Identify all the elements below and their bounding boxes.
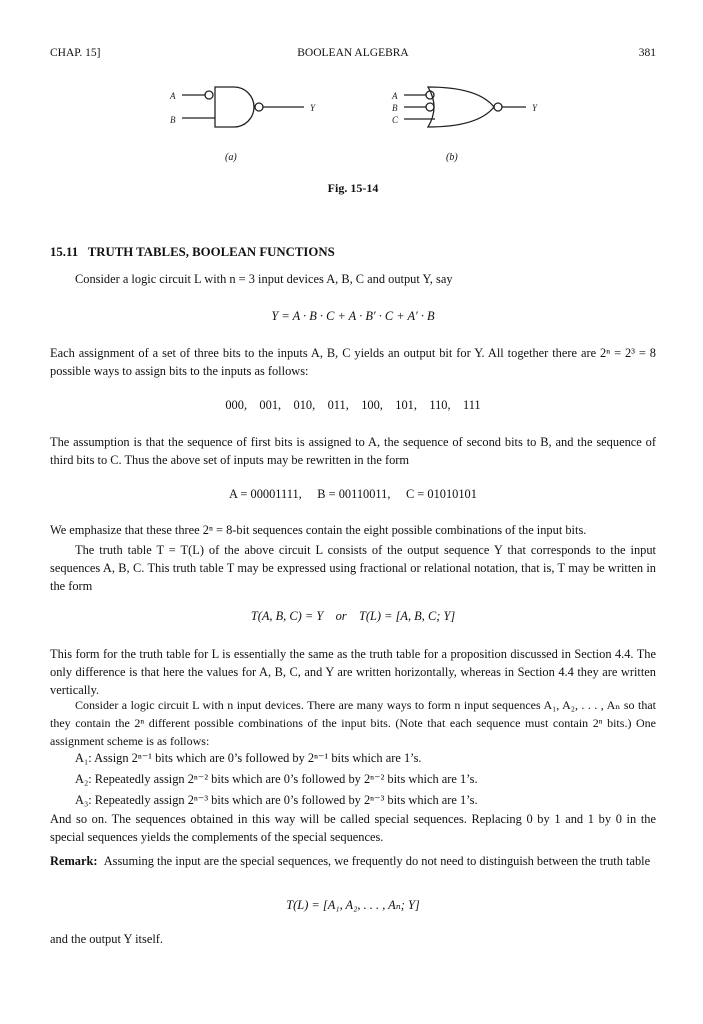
equation-truth-table: T(A, B, C) = Y or T(L) = [A, B, C; Y] bbox=[250, 609, 456, 623]
header-page-number: 381 bbox=[638, 47, 656, 59]
gate-b-nor bbox=[404, 87, 526, 127]
gate-a-input-b-label: B bbox=[170, 115, 176, 125]
gate-b-input-c-label: C bbox=[392, 115, 399, 125]
paragraph-remark bbox=[50, 852, 656, 870]
assignment-a1: A₁: Assign 2ⁿ⁻¹ bits which are 0’s followed by 2ⁿ⁻¹ bits which are 1’s. bbox=[75, 751, 422, 765]
paragraph-section-4-4: This form for the truth table for L is essentially the same as the truth table for a proposition discussed in Section 4.4. The only difference is that here the values for A, B, C, and Y are written horizontally, whereas in Section 4.4 they are written vertically. bbox=[50, 647, 656, 697]
paragraph-special-sequences: And so on. The sequences obtained in this way will be called special sequences. Replacing 0 by 1 and 1 by 0 in the special sequences yields the complements of the special sequences. bbox=[50, 812, 656, 844]
gate-a-nand bbox=[182, 87, 304, 127]
paragraph-intro: Consider a logic circuit L with n = 3 input devices A, B, C and output Y, say bbox=[75, 272, 453, 286]
paragraph-assumption: The assumption is that the sequence of first bits is assigned to A, the sequence of second bits to B, and the sequence of third bits to C. Thus the above set of inputs may be rewritten in the form bbox=[50, 435, 656, 467]
gate-b-output-label: Y bbox=[532, 103, 538, 113]
gate-a-output-label: Y bbox=[310, 103, 316, 113]
figure-logic-gates bbox=[160, 82, 560, 172]
header-title: BOOLEAN ALGEBRA bbox=[297, 47, 409, 59]
header-chapter: CHAP. 15] bbox=[50, 47, 101, 59]
gate-b-input-a-label: A bbox=[392, 91, 398, 101]
figure-a-label: (a) bbox=[225, 152, 237, 163]
paragraph-output-itself: and the output Y itself. bbox=[50, 932, 163, 946]
equation-special-truth-table: T(L) = [A₁, A₂, . . . , Aₙ; Y] bbox=[286, 898, 420, 912]
equation-y: Y = A · B · C + A · B′ · C + A′ · B bbox=[271, 309, 435, 323]
paragraph-assignments: Each assignment of a set of three bits to the inputs A, B, C yields an output bit for Y. All together there are 2ⁿ = 2³ = 8 possible ways to assign bits to the inputs as follows: bbox=[50, 346, 656, 378]
paragraph-truth-table: The truth table T = T(L) of the above circuit L consists of the output sequence Y that corresponds to the input sequences A, B, C. This truth table T may be expressed using fractional or relational notation, that is, T may be written in the form bbox=[50, 543, 656, 593]
gate-a-input-a-label: A bbox=[170, 91, 176, 101]
remark-label: Remark: bbox=[50, 854, 98, 868]
section-heading bbox=[50, 245, 335, 260]
assignment-a3: A₃: Repeatedly assign 2ⁿ⁻³ bits which are 0’s followed by 2ⁿ⁻³ bits which are 1’s. bbox=[75, 793, 478, 807]
gate-b-input-b-label: B bbox=[392, 103, 398, 113]
paragraph-emphasize: We emphasize that these three 2ⁿ = 8-bit sequences contain the eight possible combinations of the input bits. bbox=[50, 523, 587, 537]
remark-text: Assuming the input are the special sequences, we frequently do not need to distinguish between the truth table bbox=[103, 854, 651, 868]
section-title: TRUTH TABLES, BOOLEAN FUNCTIONS bbox=[87, 245, 335, 259]
paragraph-n-inputs: Consider a logic circuit L with n input devices. There are many ways to form n input sequences A₁, A₂, . . . , Aₙ so that they contain the 2ⁿ different possible combinations of the input bits. (Note that each sequence must contain 2ⁿ bits.) One assignment scheme is as follows: bbox=[50, 698, 656, 748]
section-number: 15.11 bbox=[50, 245, 79, 259]
figure-caption: Fig. 15-14 bbox=[327, 181, 379, 195]
equation-input-sequences: A = 00001111, B = 00110011, C = 01010101 bbox=[229, 487, 477, 501]
assignment-a2: A₂: Repeatedly assign 2ⁿ⁻² bits which are 0’s followed by 2ⁿ⁻² bits which are 1’s. bbox=[75, 772, 478, 786]
figure-b-label: (b) bbox=[446, 152, 458, 163]
bit-combinations: 000, 001, 010, 011, 100, 101, 110, 111 bbox=[225, 398, 481, 412]
